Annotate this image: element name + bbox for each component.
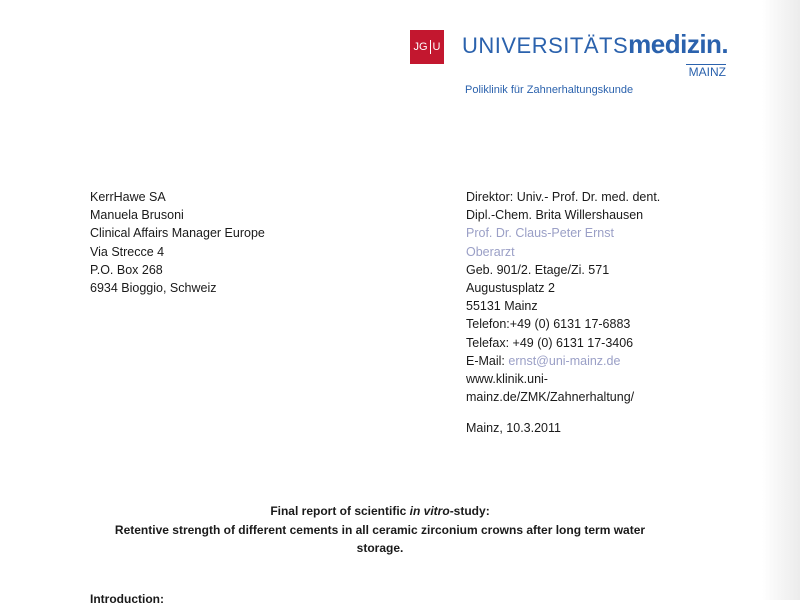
title-pre: Final report of scientific [270,504,410,518]
logo-right-text: U [432,41,441,53]
title-line-2: Retentive strength of different cements in all ceramic zirconium crowns after long term water [114,522,646,537]
recipient-line: Clinical Affairs Manager Europe [90,226,265,241]
director-name: Dipl.-Chem. Brita Willershausen [466,208,644,223]
city-line: 55131 Mainz [466,299,538,314]
brand-prefix: UNIVERSITÄTS [462,33,629,58]
title-line-3: storage. [356,541,404,555]
web-line-1[interactable]: www.klinik.uni- [466,372,548,387]
recipient-line: KerrHawe SA [90,190,166,204]
title-line-1 [80,502,680,521]
title-emphasis: in vitro [409,504,450,518]
building-line: Geb. 901/2. Etage/Zi. 571 [466,262,610,277]
clinic-name: Poliklinik für Zahnerhaltungskunde [465,84,634,96]
director-line: Direktor: Univ.- Prof. Dr. med. dent. [466,190,661,204]
email-line [466,352,660,370]
recipient-line: Manuela Brusoni [90,208,184,223]
contact-name: Prof. Dr. Claus-Peter Ernst [466,226,614,241]
phone-line: Telefon:+49 (0) 6131 17-6883 [466,317,631,332]
contact-role: Oberarzt [466,244,515,259]
university-logo [410,30,444,64]
report-title [80,502,680,558]
recipient-line: P.O. Box 268 [90,262,163,277]
brand-suffix: medizin. [628,29,729,59]
email-label: E-Mail: [466,353,505,368]
letter-date: Mainz, 10.3.2011 [466,421,561,435]
logo-left-text: JG [413,41,428,53]
recipient-line: 6934 Bioggio, Schweiz [90,281,217,296]
brand-wordmark [462,31,728,57]
title-post: -study: [449,504,490,518]
street-line: Augustusplatz 2 [466,281,555,296]
web-line-2[interactable]: mainz.de/ZMK/Zahnerhaltung/ [466,390,635,405]
logo-divider [430,40,431,54]
recipient-address [90,188,265,297]
sender-details [466,188,660,406]
introduction-heading: Introduction: [90,592,164,606]
fax-line: Telefax: +49 (0) 6131 17-3406 [466,335,634,350]
brand-city: MAINZ [686,64,726,78]
page-edge-shadow [762,0,800,600]
email-link[interactable]: ernst@uni-mainz.de [508,353,621,368]
recipient-line: Via Strecce 4 [90,244,165,259]
